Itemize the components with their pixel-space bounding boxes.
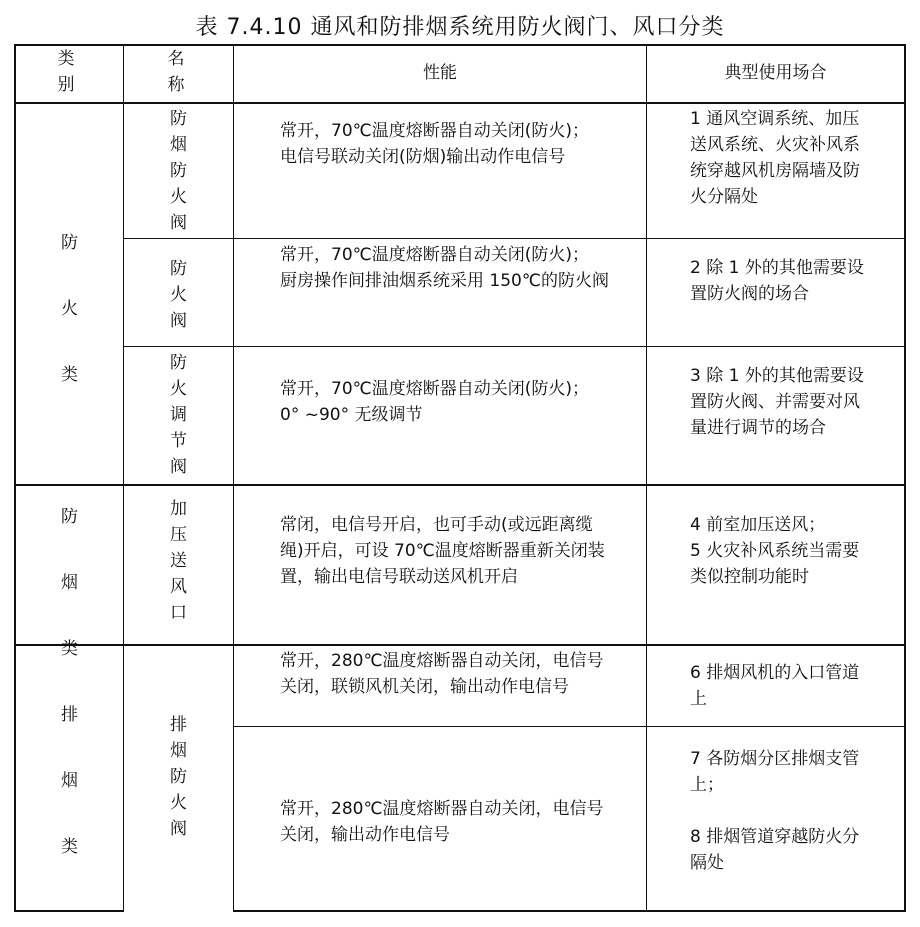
performance-cell: 常开，70℃温度熔断器自动关闭(防火)； 厨房操作间排油烟系统采用 150℃的防火阀 <box>280 245 609 291</box>
name-cell <box>124 106 233 236</box>
table-title: 表 7.4.10 通风和防排烟系统用防火阀门、风口分类 <box>195 15 725 40</box>
table-border-right <box>904 44 906 912</box>
table-border-top <box>14 44 905 46</box>
column-separator <box>646 44 647 912</box>
performance-cell: 常闭，电信号开启，也可手动(或远距离缆绳)开启，可设 70℃温度熔断器重新关闭装置，输出电信号联动送风机开启 <box>280 515 605 587</box>
table-border-bottom <box>233 910 905 912</box>
usage-cell: 2 除 1 外的其他需要设置防火阀的场合 <box>690 258 864 304</box>
category-label: 排烟类 <box>61 705 78 857</box>
header-name <box>150 46 210 98</box>
name-label: 加压送风口 <box>170 499 187 623</box>
header-name-text: 名称 <box>167 49 193 95</box>
category-cell <box>16 210 123 408</box>
name-cell <box>124 256 233 334</box>
performance-cell: 常开，70℃温度熔断器自动关闭(防火)； 电信号联动关闭(防烟)输出动作电信号 <box>280 121 589 167</box>
header-category <box>40 46 100 98</box>
name-cell <box>124 350 233 480</box>
performance-cell: 常开，280℃温度熔断器自动关闭，电信号关闭，联锁风机关闭，输出动作电信号 <box>280 651 604 697</box>
category-cell <box>16 682 123 880</box>
category-label: 防火类 <box>61 233 78 385</box>
table-border-bottom <box>14 910 124 912</box>
name-label: 防烟防火阀 <box>170 109 187 233</box>
header-separator <box>14 102 905 104</box>
performance-cell: 常开，70℃温度熔断器自动关闭(防火)； 0° ~90° 无级调节 <box>280 379 589 425</box>
row-separator <box>123 346 905 347</box>
row-separator <box>233 726 905 727</box>
header-usage: 典型使用场合 <box>724 63 827 83</box>
header-performance: 性能 <box>423 63 457 83</box>
name-label: 排烟防火阀 <box>170 715 187 839</box>
name-cell <box>124 496 233 626</box>
usage-cell: 3 除 1 外的其他需要设置防火阀、并需要对风量进行调节的场合 <box>690 366 864 438</box>
name-label: 防火阀 <box>170 259 187 331</box>
group-separator <box>14 484 905 486</box>
usage-cell: 7 各防烟分区排烟支管上； 8 排烟管道穿越防火分隔处 <box>690 749 860 873</box>
usage-cell: 6 排烟风机的入口管道上 <box>690 663 860 709</box>
name-label: 防火调节阀 <box>170 353 187 477</box>
group-separator <box>14 644 905 646</box>
performance-cell: 常开，280℃温度熔断器自动关闭，电信号关闭，输出动作电信号 <box>280 799 604 845</box>
usage-cell: 4 前室加压送风； 5 火灾补风系统当需要类似控制功能时 <box>690 515 860 587</box>
category-label: 防烟类 <box>61 507 78 659</box>
category-cell <box>16 484 123 682</box>
name-cell <box>124 712 233 842</box>
header-category-text: 类别 <box>57 49 83 95</box>
row-separator <box>123 238 905 239</box>
usage-cell: 1 通风空调系统、加压送风系统、火灾补风系统穿越风机房隔墙及防火分隔处 <box>690 109 860 207</box>
column-separator <box>233 44 234 912</box>
